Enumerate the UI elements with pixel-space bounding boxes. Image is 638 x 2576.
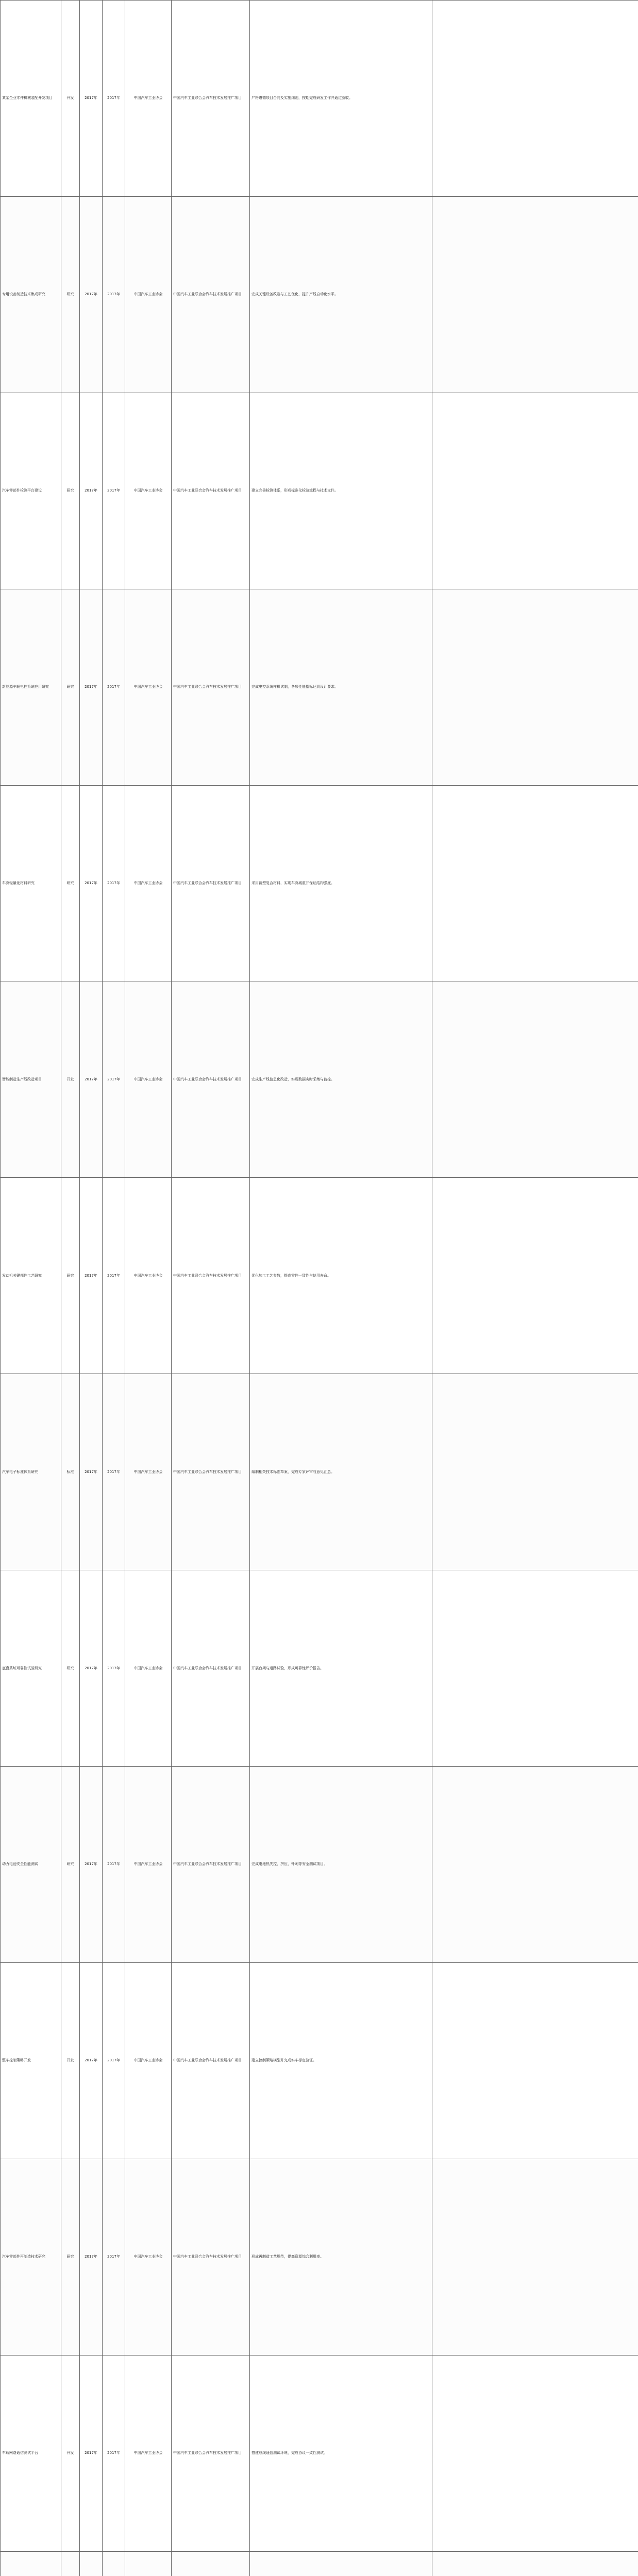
- table-body: [1, 1, 638, 2576]
- description-cell: 搭建总线通信测试环境，完成协议一致性测试。: [250, 2355, 432, 2551]
- start-date-cell: 2017年: [80, 1767, 103, 1963]
- description-cell: 形成再制造工艺规范，提高资源综合利用率。: [250, 2159, 432, 2355]
- remarks-cell: [432, 1962, 638, 2159]
- project-type-cell: 研究: [61, 196, 80, 393]
- program-cell: 中国汽车工业联合会汽车技术发展推广项目: [172, 393, 250, 589]
- description-cell: 完成生产线信息化改造，实现数据实时采集与监控。: [250, 981, 432, 1178]
- project-name-cell: [1, 2551, 61, 2576]
- table-row: [1, 981, 638, 1178]
- project-name-cell: 车身轻量化材料研究: [1, 785, 61, 981]
- remarks-cell: [432, 1570, 638, 1767]
- start-date-cell: 2017年: [80, 981, 103, 1178]
- description-cell: 建立完善检测体系，形成标准化检验流程与技术文件。: [250, 393, 432, 589]
- remarks-cell: [432, 1374, 638, 1570]
- table-row: [1, 1570, 638, 1767]
- table-row: [1, 2551, 638, 2576]
- description-cell: 建立控制策略模型并完成实车标定验证。: [250, 1962, 432, 2159]
- end-date-cell: 2017年: [103, 1374, 125, 1570]
- start-date-cell: 2017年: [80, 1, 103, 197]
- table-row: [1, 1374, 638, 1570]
- project-type-cell: [61, 2551, 80, 2576]
- project-type-cell: 研究: [61, 589, 80, 785]
- table-row: [1, 589, 638, 785]
- table-row: [1, 1178, 638, 1374]
- organization-cell: 中国汽车工业协会: [125, 1767, 172, 1963]
- program-cell: 中国汽车工业联合会汽车技术发展推广项目: [172, 2159, 250, 2355]
- start-date-cell: 2017年: [80, 1178, 103, 1374]
- end-date-cell: 2017年: [103, 1178, 125, 1374]
- description-cell: 完成电池热失控、挤压、针刺等安全测试项目。: [250, 1767, 432, 1963]
- remarks-cell: [432, 785, 638, 981]
- description-cell: 优化加工工艺参数，提高零件一致性与使用寿命。: [250, 1178, 432, 1374]
- start-date-cell: 2017年: [80, 785, 103, 981]
- program-cell: 中国汽车工业联合会汽车技术发展推广项目: [172, 981, 250, 1178]
- start-date-cell: 2017年: [80, 196, 103, 393]
- organization-cell: 中国汽车工业协会: [125, 981, 172, 1178]
- remarks-cell: [432, 1767, 638, 1963]
- end-date-cell: 2017年: [103, 1962, 125, 2159]
- description-cell: 采用新型复合材料，实现车身减重并保证结构强度。: [250, 785, 432, 981]
- organization-cell: 中国汽车工业协会: [125, 1962, 172, 2159]
- remarks-cell: [432, 393, 638, 589]
- table-row: [1, 1962, 638, 2159]
- table-row: [1, 785, 638, 981]
- end-date-cell: 2017年: [103, 196, 125, 393]
- project-name-cell: 智能制造生产线改造项目: [1, 981, 61, 1178]
- description-cell: 完成电控系统样机试制，各项性能指标达到设计要求。: [250, 589, 432, 785]
- remarks-cell: [432, 2159, 638, 2355]
- end-date-cell: 2017年: [103, 1767, 125, 1963]
- program-cell: 中国汽车工业联合会汽车技术发展推广项目: [172, 589, 250, 785]
- program-cell: 中国汽车工业联合会汽车技术发展推广项目: [172, 785, 250, 981]
- end-date-cell: 2017年: [103, 1, 125, 197]
- remarks-cell: [432, 981, 638, 1178]
- project-name-cell: 底盘系统可靠性试验研究: [1, 1570, 61, 1767]
- program-cell: 中国汽车工业联合会汽车技术发展推广项目: [172, 1962, 250, 2159]
- organization-cell: 中国汽车工业协会: [125, 1374, 172, 1570]
- table-row: [1, 1, 638, 197]
- end-date-cell: 2017年: [103, 589, 125, 785]
- remarks-cell: [432, 1178, 638, 1374]
- table-row: [1, 393, 638, 589]
- description-cell: 完成关键设备改造与工艺优化，提升产线自动化水平。: [250, 196, 432, 393]
- remarks-cell: [432, 589, 638, 785]
- description-cell: 开展台架与道路试验，形成可靠性评价报告。: [250, 1570, 432, 1767]
- program-cell: 中国汽车工业联合会汽车技术发展推广项目: [172, 2355, 250, 2551]
- remarks-cell: [432, 196, 638, 393]
- program-cell: 中国汽车工业联合会汽车技术发展推广项目: [172, 196, 250, 393]
- project-type-cell: 开发: [61, 1, 80, 197]
- end-date-cell: 2017年: [103, 2159, 125, 2355]
- end-date-cell: 2017年: [103, 785, 125, 981]
- project-type-cell: 研究: [61, 1767, 80, 1963]
- program-cell: [172, 2551, 250, 2576]
- organization-cell: 中国汽车工业协会: [125, 1, 172, 197]
- project-type-cell: 标准: [61, 1374, 80, 1570]
- project-name-cell: 汽车零部件再制造技术研究: [1, 2159, 61, 2355]
- start-date-cell: 2017年: [80, 1962, 103, 2159]
- project-type-cell: 开发: [61, 1962, 80, 2159]
- organization-cell: 中国汽车工业协会: [125, 393, 172, 589]
- program-cell: 中国汽车工业联合会汽车技术发展推广项目: [172, 1767, 250, 1963]
- project-type-cell: 研究: [61, 2159, 80, 2355]
- start-date-cell: [80, 2551, 103, 2576]
- start-date-cell: 2017年: [80, 2355, 103, 2551]
- organization-cell: 中国汽车工业协会: [125, 2355, 172, 2551]
- table-row: [1, 1767, 638, 1963]
- project-name-cell: 某某企业零件机械装配开发项目: [1, 1, 61, 197]
- project-name-cell: 车载网络通信测试平台: [1, 2355, 61, 2551]
- project-name-cell: 汽车零部件检测平台建设: [1, 393, 61, 589]
- organization-cell: 中国汽车工业协会: [125, 589, 172, 785]
- organization-cell: 中国汽车工业协会: [125, 1570, 172, 1767]
- program-cell: 中国汽车工业联合会汽车技术发展推广项目: [172, 1374, 250, 1570]
- program-cell: 中国汽车工业联合会汽车技术发展推广项目: [172, 1178, 250, 1374]
- project-name-cell: 专用设备制造技术集成研究: [1, 196, 61, 393]
- end-date-cell: 2017年: [103, 393, 125, 589]
- start-date-cell: 2017年: [80, 589, 103, 785]
- organization-cell: 中国汽车工业协会: [125, 785, 172, 981]
- project-type-cell: 研究: [61, 1178, 80, 1374]
- table-row: [1, 2355, 638, 2551]
- project-name-cell: 汽车电子标准体系研究: [1, 1374, 61, 1570]
- start-date-cell: 2017年: [80, 1570, 103, 1767]
- organization-cell: 中国汽车工业协会: [125, 196, 172, 393]
- project-name-cell: 整车控制策略开发: [1, 1962, 61, 2159]
- start-date-cell: 2017年: [80, 2159, 103, 2355]
- project-name-cell: 动力电池安全性能测试: [1, 1767, 61, 1963]
- start-date-cell: 2017年: [80, 393, 103, 589]
- organization-cell: [125, 2551, 172, 2576]
- remarks-cell: [432, 2355, 638, 2551]
- organization-cell: 中国汽车工业协会: [125, 2159, 172, 2355]
- table-row: [1, 2159, 638, 2355]
- program-cell: 中国汽车工业联合会汽车技术发展推广项目: [172, 1570, 250, 1767]
- end-date-cell: 2017年: [103, 2355, 125, 2551]
- project-type-cell: 研究: [61, 1570, 80, 1767]
- remarks-cell: [432, 1, 638, 197]
- table-row: [1, 196, 638, 393]
- project-name-cell: 发动机关键部件工艺研究: [1, 1178, 61, 1374]
- project-type-cell: 研究: [61, 393, 80, 589]
- description-cell: 严格遵循项目合同及实施细则，按期完成研发工作并通过验收。: [250, 1, 432, 197]
- project-type-cell: 开发: [61, 981, 80, 1178]
- program-cell: 中国汽车工业联合会汽车技术发展推广项目: [172, 1, 250, 197]
- project-type-cell: 开发: [61, 2355, 80, 2551]
- description-cell: [250, 2551, 432, 2576]
- end-date-cell: 2017年: [103, 981, 125, 1178]
- end-date-cell: 2017年: [103, 1570, 125, 1767]
- organization-cell: 中国汽车工业协会: [125, 1178, 172, 1374]
- end-date-cell: [103, 2551, 125, 2576]
- description-cell: 编制相关技术标准草案，完成专家评审与意见汇总。: [250, 1374, 432, 1570]
- project-name-cell: 新能源车辆电控系统应用研究: [1, 589, 61, 785]
- start-date-cell: 2017年: [80, 1374, 103, 1570]
- project-type-cell: 研究: [61, 785, 80, 981]
- remarks-cell: [432, 2551, 638, 2576]
